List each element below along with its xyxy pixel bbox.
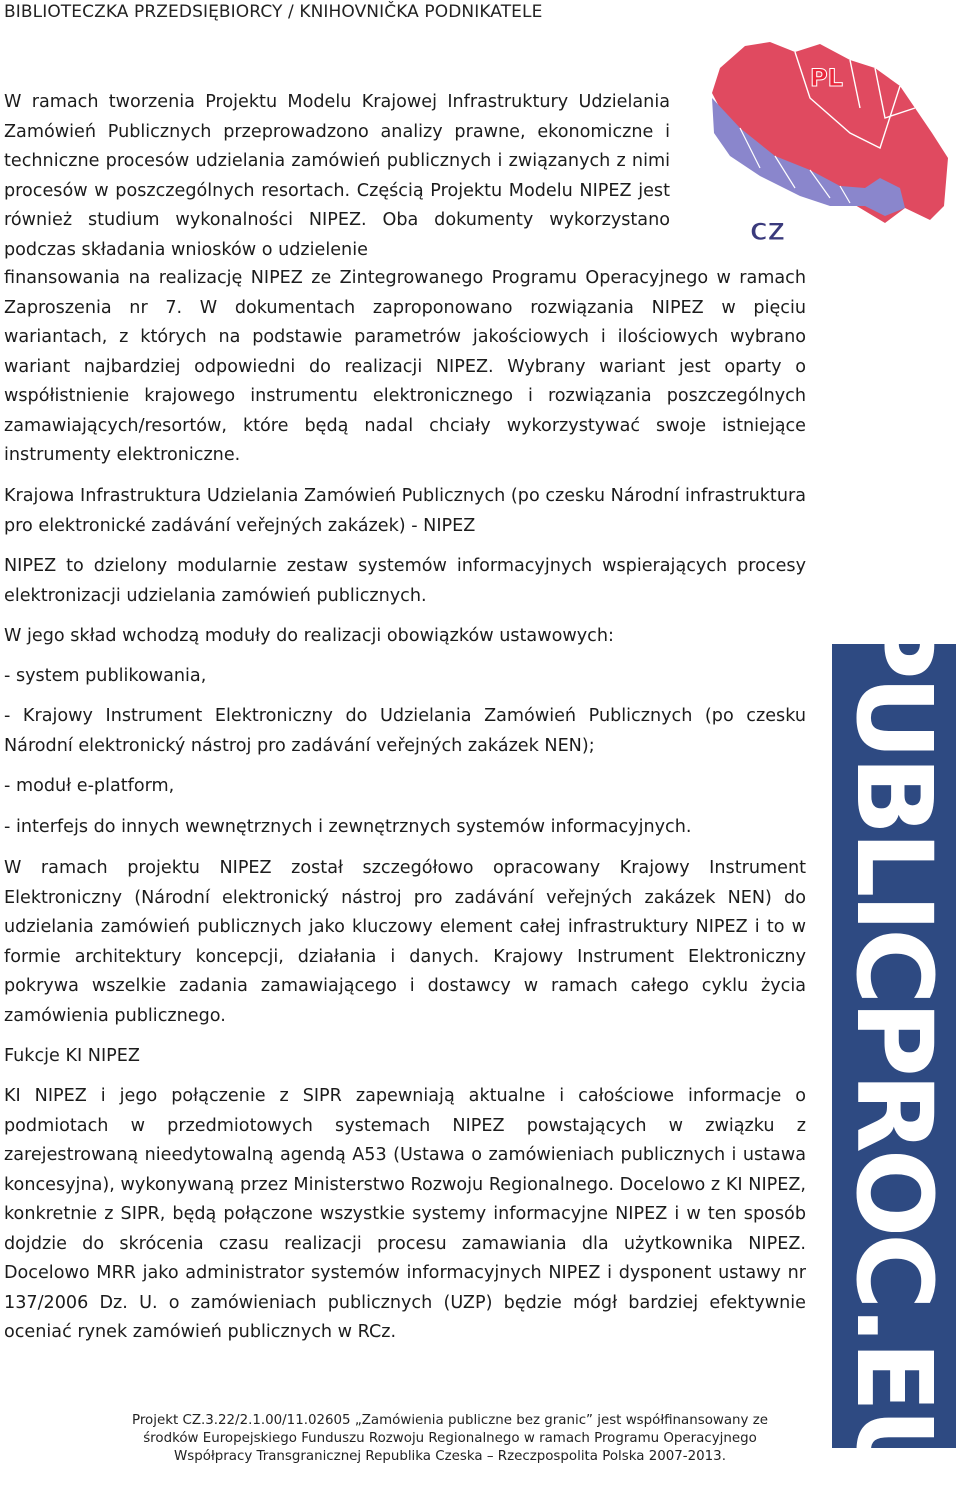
paragraph-ki-functions: KI NIPEZ i jego połączenie z SIPR zapewniają aktualne i całościowe informacje o podmiotach w przedmiotowych systemach NIPEZ powstających w związku z zarejestrowaną nieedytowalną agendą A53 (Ustawa o zamówieniach publicznych i ustawa koncesyjna), wykonywaną przez Ministerstwo Rozwoju Regionalnego. Docelowo z KI NIPEZ, konkretnie z SIPR, będą połączone wszystkie systemy informacyjne NIPEZ i w ten sposób dojdzie do skrócenia czasu realizacji procesu zamawiania dla użytkownika NIPEZ. Docelowo MRR jako administrator systemów informacyjnych NIPEZ i dysponent ustawy nr 137/2006 Dz. U. o zamówieniach publicznych (UZP) będzie mógł bardziej efektywnie oceniać rynek zamówień publicznych w RCz.: [4, 1086, 806, 1342]
paragraph-intro-continued: finansowania na realizację NIPEZ ze Zintegrowanego Programu Operacyjnego w ramach Zaproszenia nr 7. W dokumentach zaproponowano rozwiązania NIPEZ w pięciu wariantach, z których na podstawie parametrów jakościowych i ilościowych wybrano wariant najbardziej odpowiedni do realizacji NIPEZ. Wybrany wariant jest oparty o współistnienie krajowego instrumentu elektronicznego i rozwiązania poszczególnych zamawiających/resortów, które będą nadal chciały wykorzystywać swoje istniejące instrumenty elektroniczne.: [4, 268, 806, 465]
footer-line-1: Projekt CZ.3.22/2.1.00/11.02605 „Zamówienia publiczne bez granic” jest współfinansowany ze: [132, 1413, 768, 1428]
list-item-ki: - Krajowy Instrument Elektroniczny do Udzielania Zamówień Publicznych (po czesku Národní elektronický nástroj pro zadávání veřejných zakázek NEN);: [4, 706, 806, 756]
publicproc-logo-text: PUBLICPROC.EU: [833, 603, 955, 1489]
footer-line-2: środków Europejskiego Funduszu Rozwoju Regionalnego w ramach Programu Operacyjnego: [143, 1431, 757, 1446]
page-footer: [110, 1412, 790, 1466]
section-heading-functions: Fukcje KI NIPEZ: [4, 1046, 140, 1066]
paragraph-nipez-description: NIPEZ to dzielony modularnie zestaw systemów informacyjnych wspierających procesy elektronizacji udzielania zamówień publicznych.: [4, 556, 806, 606]
footer-line-3: Współpracy Transgranicznej Republika Czeska – Rzeczpospolita Polska 2007-2013.: [174, 1449, 726, 1464]
map-label-pl: PL: [810, 64, 843, 92]
list-item-eplatform: - moduł e-platform,: [4, 776, 175, 796]
list-item-publishing: - system publikowania,: [4, 666, 207, 686]
paragraph-modules-intro: W jego skład wchodzą moduły do realizacji obowiązków ustawowych:: [4, 626, 614, 646]
paragraph-intro: W ramach tworzenia Projektu Modelu Krajowej Infrastruktury Udzielania Zamówień Publicznych przeprowadzono analizy prawne, ekonomiczne i techniczne procesów udzielania zamówień publicznych i związanych z nimi procesów w poszczególnych resortach. Częścią Projektu Modelu NIPEZ jest również studium wykonalności NIPEZ. Oba dokumenty wykorzystano podczas składania wniosków o udzielenie: [4, 92, 670, 260]
publicproc-logo: [832, 603, 956, 1489]
map-label-cz: CZ: [750, 218, 786, 246]
page-header: BIBLIOTECZKA PRZEDSIĘBIORCY / KNIHOVNIČKA PODNIKATELE: [4, 2, 543, 22]
paragraph-nipez-definition: Krajowa Infrastruktura Udzielania Zamówień Publicznych (po czesku Národní infrastruktura pro elektronické zadávání veřejných zakázek) - NIPEZ: [4, 486, 806, 536]
paragraph-ki-project: W ramach projektu NIPEZ został szczegółowo opracowany Krajowy Instrument Elektroniczny (Národní elektronický nástroj pro zadávání veřejných zakázek NEN) do udzielania zamówień publicznych jako kluczowy element całej infrastruktury NIPEZ i to w formie architektury koncepcji, działania i danych. Krajowy Instrument Elektroniczny pokrywa wszelkie zadania zamawiającego i dostawcy w ramach całego cyklu życia zamówienia publicznego.: [4, 858, 806, 1026]
list-item-interface: - interfejs do innych wewnętrznych i zewnętrznych systemów informacyjnych.: [4, 817, 692, 837]
border-region-map: [700, 38, 950, 248]
